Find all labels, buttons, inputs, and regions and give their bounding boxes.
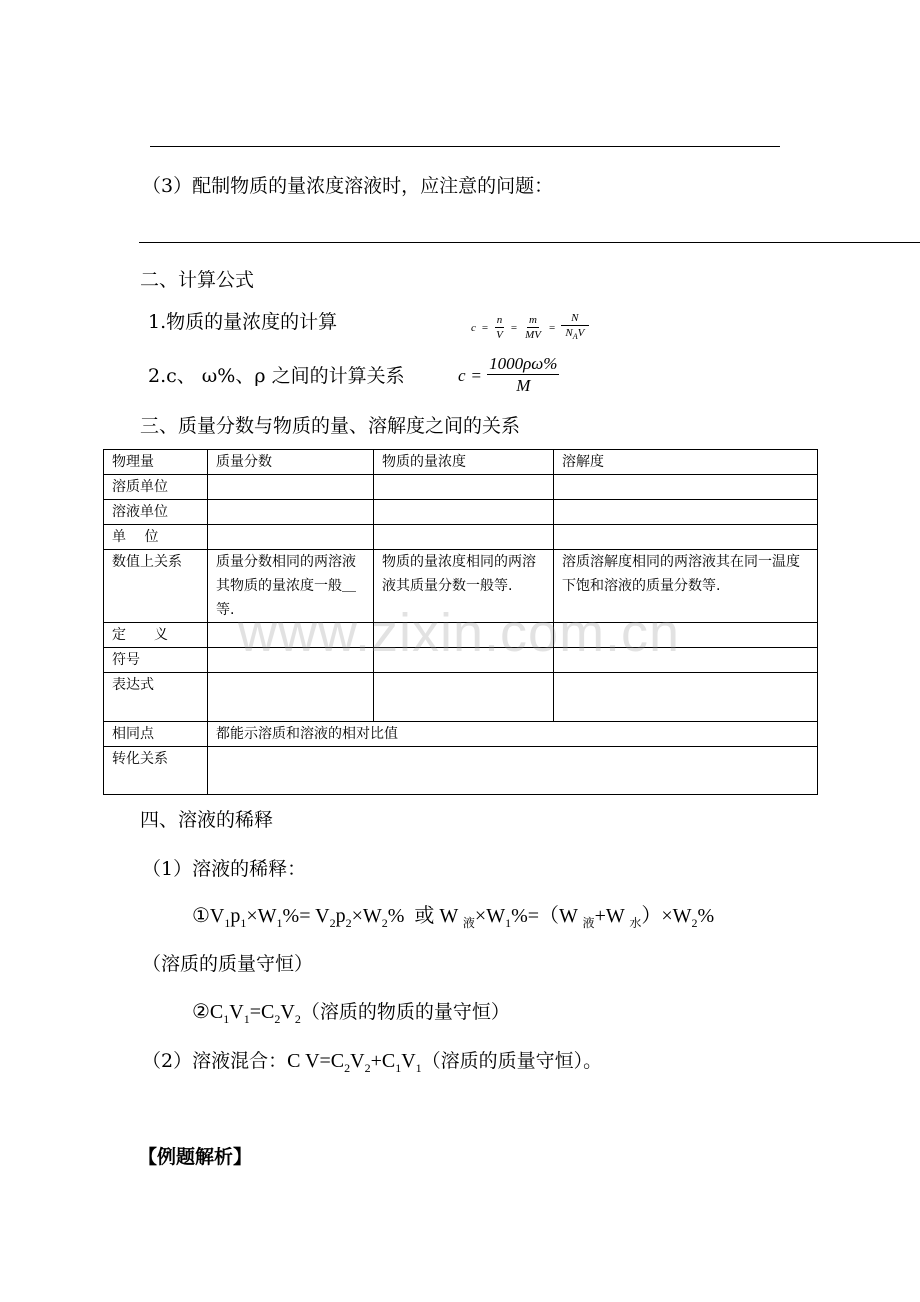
- table-cell: [208, 747, 818, 795]
- table-cell: [208, 673, 374, 722]
- section-4-heading: 四、溶液的稀释: [140, 809, 274, 831]
- section-4-item-2: （2）溶液混合：C $V=C_2V_2+C_1V_1$（溶质的质量守恒）。: [142, 1050, 603, 1075]
- table-cell: [208, 525, 374, 550]
- blank-line-top: [150, 146, 780, 147]
- table-cell: [374, 475, 554, 500]
- table-header: 质量分数: [208, 450, 374, 475]
- table-cell: [208, 475, 374, 500]
- table-cell: 溶液单位: [104, 500, 208, 525]
- table-cell: 都能示溶质和溶液的相对比值: [208, 722, 818, 747]
- table-cell: 表达式: [104, 673, 208, 722]
- formula-2: c = $\frac{1000\rho\omega\%}{M}$: [458, 354, 558, 395]
- table-row: [104, 500, 818, 525]
- section-3-heading: 三、质量分数与物质的量、溶解度之间的关系: [140, 415, 521, 437]
- table-cell: 单 位: [104, 525, 208, 550]
- table-cell: 定 义: [104, 623, 208, 648]
- table-cell: 转化关系: [104, 747, 208, 795]
- table-cell: 符号: [104, 648, 208, 673]
- table-row: [104, 475, 818, 500]
- table-cell: [554, 500, 818, 525]
- table-cell: [208, 500, 374, 525]
- dilution-equation-2: $②C_1V_1=C_2V_2$（溶质的物质的量守恒）: [192, 1001, 510, 1026]
- dilution-equation-1-note: （溶质的质量守恒）: [142, 953, 314, 975]
- table-header: 溶解度: [554, 450, 818, 475]
- watermark: www.zixin.com.cn: [238, 603, 681, 663]
- section-3-item: （3）配制物质的量浓度溶液时，应注意的问题：: [142, 175, 554, 197]
- table-cell: 数值上关系: [104, 550, 208, 623]
- table-cell: [374, 500, 554, 525]
- blank-line-answer: [139, 242, 920, 243]
- table-row: [104, 525, 818, 550]
- table-cell: 质量分数相同的两溶液其物质的量浓度一般＿等.: [208, 550, 374, 623]
- formula-2-label: 2.c、 ω%、ρ 之间的计算关系: [148, 365, 405, 387]
- table-cell: [554, 475, 818, 500]
- table-header: 物理量: [104, 450, 208, 475]
- formula-1: c = $\frac{n}{V}$ = $\frac{m}{MV}$ = $\frac{N}{N_AV}$: [471, 311, 589, 344]
- table-cell: [374, 673, 554, 722]
- table-header-row: [104, 450, 818, 475]
- formula-1-label: 1.物质的量浓度的计算: [148, 311, 338, 333]
- table-header: 物质的量浓度: [374, 450, 554, 475]
- table-cell: [554, 673, 818, 722]
- section-4-item-1: （1）溶液的稀释：: [142, 858, 307, 880]
- table-cell: [374, 525, 554, 550]
- table-cell: 溶质单位: [104, 475, 208, 500]
- table-row: [104, 673, 818, 722]
- table-cell: 溶质溶解度相同的两溶液其在同一温度下饱和溶液的质量分数等.: [554, 550, 818, 623]
- table-cell: 相同点: [104, 722, 208, 747]
- table-cell: [554, 525, 818, 550]
- dilution-equation-1: $①V_1p_1\times W_1\%= V_2p_2\times W_2\%$ 或 W $_液\times W_1\%=(W$ $_液$+W $_水)\times W_2\%$: [192, 905, 715, 930]
- table-row: [104, 747, 818, 795]
- section-2-heading: 二、计算公式: [140, 269, 255, 291]
- table-row: [104, 722, 818, 747]
- example-heading: 【例题解析】: [138, 1146, 253, 1168]
- table-cell: 物质的量浓度相同的两溶液其质量分数一般等.: [374, 550, 554, 623]
